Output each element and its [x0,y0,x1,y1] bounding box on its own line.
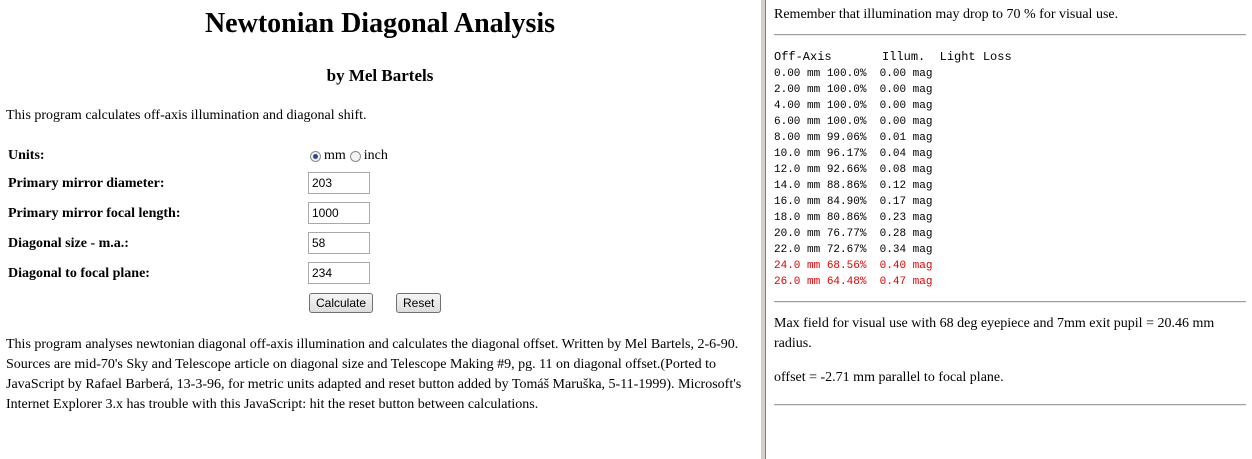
units-inch-radio[interactable] [350,151,361,162]
intro-text: This program calculates off-axis illumination and diagonal shift. [6,108,367,123]
units-radio-group [310,148,392,164]
light-loss-value: 0.04 mag [879,148,933,160]
primary-focal-length-input[interactable] [308,202,370,224]
illumination-row [774,162,932,178]
divider-top [774,34,1246,36]
offaxis-value: 4.00 mm [774,100,821,112]
illumination-row [774,114,932,130]
illumination-value: 100.0% [826,84,867,96]
offaxis-value: 16.0 mm [774,196,821,208]
max-field-text: Max field for visual use with 68 deg eyepiece and 7mm exit pupil = 20.46 mm radius. [774,316,1215,351]
illumination-value: 100.0% [826,116,867,128]
illumination-value: 92.66% [826,164,867,176]
divider-bottom [774,404,1246,406]
light-loss-value: 0.12 mag [879,180,933,192]
illumination-value: 72.67% [826,244,867,256]
offaxis-value: 14.0 mm [774,180,821,192]
offaxis-value: 18.0 mm [774,212,821,224]
illumination-value: 99.06% [826,132,867,144]
light-loss-value: 0.08 mag [879,164,933,176]
offaxis-value: 6.00 mm [774,116,821,128]
primary-diameter-label: Primary mirror diameter: [8,176,165,191]
primary-focal-length-label: Primary mirror focal length: [8,206,181,221]
calculate-button[interactable]: Calculate [309,293,373,313]
light-loss-value: 0.28 mag [879,228,933,240]
illumination-row [774,66,932,82]
illumination-row [774,226,932,242]
illumination-table [774,66,932,290]
illumination-row [774,210,932,226]
illumination-row [774,274,932,290]
light-loss-value: 0.01 mag [879,132,933,144]
program-description: This program analyses newtonian diagonal off-axis illumination and calculates the diagonal offset. Written by Mel Bartels, 2-6-90. Sources are mid-70's Sky and Telescope article on diagonal size and Telescope Making #9, pg. 11 on diagonal offset.(Ported to JavaScript by Rafael Barberá, 13-3-96, for metric units adapted and reset button added by Tomáš Maruška, 5-11-1999). Microsoft's Internet Explorer 3.x has trouble with this JavaScript: hit the reset button between calculations. [6,337,742,412]
offaxis-value: 24.0 mm [774,260,821,272]
illumination-notice: Remember that illumination may drop to 70 % for visual use. [774,7,1119,22]
illumination-row [774,130,932,146]
diagonal-to-focal-plane-label: Diagonal to focal plane: [8,266,150,281]
light-loss-value: 0.00 mag [879,84,933,96]
light-loss-value: 0.47 mag [879,276,933,288]
units-inch-label[interactable]: inch [363,148,388,163]
illumination-value: 88.86% [826,180,867,192]
illumination-row [774,98,932,114]
offaxis-value: 8.00 mm [774,132,821,144]
illumination-row [774,258,932,274]
divider-middle [774,301,1246,303]
illumination-table-header: Off-Axis Illum. Light Loss [774,50,1012,64]
illumination-row [774,242,932,258]
primary-diameter-input[interactable] [308,172,370,194]
illumination-value: 96.17% [826,148,867,160]
reset-button[interactable]: Reset [396,293,441,313]
diagonal-size-input[interactable] [308,232,370,254]
light-loss-value: 0.00 mag [879,116,933,128]
diagonal-size-label: Diagonal size - m.a.: [8,236,129,251]
light-loss-value: 0.34 mag [879,244,933,256]
light-loss-value: 0.23 mag [879,212,933,224]
units-mm-radio[interactable] [310,151,321,162]
units-mm-label[interactable]: mm [324,148,346,163]
illumination-value: 76.77% [826,228,867,240]
diagonal-to-focal-plane-input[interactable] [308,262,370,284]
results-frame [766,0,1252,459]
offaxis-value: 20.0 mm [774,228,821,240]
illumination-row [774,178,932,194]
illumination-value: 64.48% [826,276,867,288]
offaxis-value: 22.0 mm [774,244,821,256]
author-byline: by Mel Bartels [326,66,434,85]
light-loss-value: 0.00 mag [879,100,933,112]
offaxis-value: 10.0 mm [774,148,821,160]
offaxis-value: 2.00 mm [774,84,821,96]
offaxis-value: 12.0 mm [774,164,821,176]
illumination-row [774,194,932,210]
illumination-value: 100.0% [826,100,867,112]
illumination-value: 100.0% [826,68,867,80]
page-title: Newtonian Diagonal Analysis [204,8,556,39]
light-loss-value: 0.00 mag [879,68,933,80]
offaxis-value: 0.00 mm [774,68,821,80]
illumination-row [774,82,932,98]
light-loss-value: 0.40 mag [879,260,933,272]
illumination-value: 84.90% [826,196,867,208]
units-label: Units: [8,148,45,163]
illumination-row [774,146,932,162]
light-loss-value: 0.17 mag [879,196,933,208]
illumination-value: 80.86% [826,212,867,224]
illumination-value: 68.56% [826,260,867,272]
offset-text: offset = -2.71 mm parallel to focal plane. [774,370,1004,385]
offaxis-value: 26.0 mm [774,276,821,288]
